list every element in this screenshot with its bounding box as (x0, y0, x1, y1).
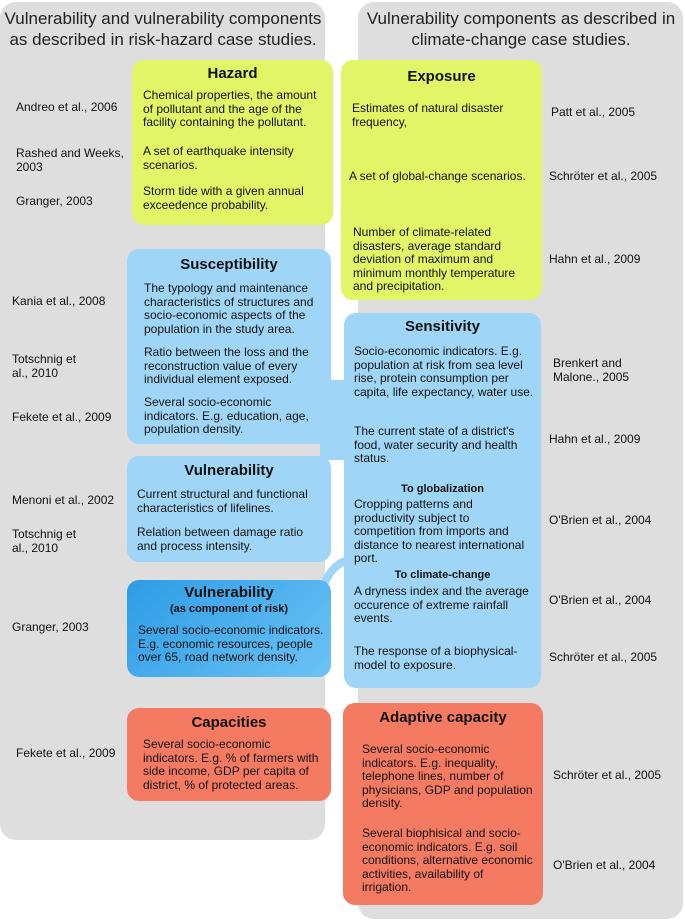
adaptive-capacity-item-2: Several biophisical and socio-economic indicators. E.g. soil conditions, alternative economic activities, availability of irrigation. (362, 826, 533, 894)
exposure-cite-2: Schröter et al., 2005 (549, 169, 658, 183)
hazard-item-3: Storm tide with a given annual exceedence probability. (143, 184, 304, 212)
sensitivity-cite-5: Schröter et al., 2005 (549, 650, 658, 664)
hazard-item-1: Chemical properties, the amount of pollutant and the age of the facility containing the pollutant. (143, 88, 317, 129)
hazard-cite-2: Rashed and Weeks, 2003 (16, 146, 124, 174)
susceptibility-cite-1: Kania et al., 2008 (12, 294, 106, 308)
sensitivity-item-1: Socio-economic indicators. E.g. population at risk from sea level rise, protein consumption per capita, life expectancy, water use. (354, 344, 534, 399)
sensitivity-item-2: The current state of a district's food, water security and health status. (354, 424, 518, 465)
adaptive-capacity-item-1: Several socio-economic indicators. E.g. inequality, telephone lines, number of physicians, GDP and population density. (362, 742, 533, 810)
vulnerability-cite-2: Totschnig et al., 2010 (12, 527, 77, 555)
susceptibility-cite-2: Totschnig et al., 2010 (12, 352, 77, 380)
vulnerability-risk-subtitle: (as component of risk) (170, 603, 288, 615)
sensitivity-subheading-climate-change: To climate-change (394, 569, 491, 581)
vulnerability-title: Vulnerability (184, 462, 274, 479)
susceptibility-item-3: Several socio-economic indicators. E.g. education, age, population density. (144, 395, 309, 436)
adaptive-capacity-cite-1: Schröter et al., 2005 (553, 768, 662, 782)
vulnerability-risk-item-1: Several socio-economic indicators. E.g. economic resources, people over 65, road network density. (138, 623, 324, 664)
sensitivity-item-4: A dryness index and the average occurence of extreme rainfall events. (354, 584, 529, 625)
vulnerability-risk-cite-1: Granger, 2003 (12, 620, 89, 634)
exposure-item-2: A set of global-change scenarios. (349, 169, 526, 183)
sensitivity-cite-2: Hahn et al., 2009 (549, 432, 641, 446)
susceptibility-item-2: Ratio between the loss and the reconstruction value of every individual element exposed. (144, 345, 309, 386)
adaptive-capacity-cite-2: O'Brien et al., 2004 (553, 858, 656, 872)
sensitivity-cite-4: O'Brien et al., 2004 (549, 593, 652, 607)
sensitivity-cite-3: O'Brien et al., 2004 (549, 513, 652, 527)
exposure-cite-3: Hahn et al., 2009 (549, 252, 641, 266)
left-column-title: Vulnerability and vulnerability components as described in risk-hazard case studies. (4, 9, 322, 49)
vulnerability-risk-heading: Vulnerability (184, 584, 274, 601)
sensitivity-item-5: The response of a biophysical-model to exposure. (354, 644, 518, 672)
hazard-cite-1: Andreo et al., 2006 (16, 100, 118, 114)
right-column-title: Vulnerability components as described in climate-change case studies. (366, 9, 676, 49)
sensitivity-cite-1: Brenkert and Malone., 2005 (553, 356, 630, 384)
adaptive-capacity-title: Adaptive capacity (379, 709, 507, 726)
exposure-item-1: Estimates of natural disaster frequency, (352, 101, 504, 129)
sensitivity-subheading-globalization: To globalization (401, 483, 484, 495)
exposure-cite-1: Patt et al., 2005 (551, 105, 636, 119)
exposure-item-3: Number of climate-related disasters, average standard deviation of maximum and minimum monthly temperature and precipitation. (353, 225, 516, 293)
vulnerability-item-1: Current structural and functional characteristics of lifelines. (137, 487, 308, 515)
vulnerability-cite-1: Menoni et al., 2002 (12, 493, 115, 507)
sensitivity-title: Sensitivity (404, 318, 481, 335)
exposure-title: Exposure (407, 68, 476, 85)
susceptibility-item-1: The typology and maintenance characteristics of structures and socio-economic aspects of the population in the study area. (144, 281, 314, 336)
capacities-title: Capacities (191, 714, 267, 731)
hazard-title: Hazard (207, 65, 258, 82)
hazard-item-2: A set of earthquake intensity scenarios. (143, 144, 294, 172)
susceptibility-cite-3: Fekete et al., 2009 (12, 410, 112, 424)
vulnerability-risk-title (127, 585, 331, 617)
capacities-cite-1: Fekete et al., 2009 (16, 746, 116, 760)
sensitivity-item-3: Cropping patterns and productivity subject to competition from imports and distance to nearest international port. (354, 497, 525, 565)
hazard-cite-3: Granger, 2003 (16, 194, 93, 208)
vulnerability-item-2: Relation between damage ratio and process intensity. (137, 525, 304, 553)
capacities-item-1: Several socio-economic indicators. E.g. % of farmers with side income, GDP per capita of district, % of protected areas. (143, 737, 319, 792)
susceptibility-title: Susceptibility (180, 256, 278, 273)
